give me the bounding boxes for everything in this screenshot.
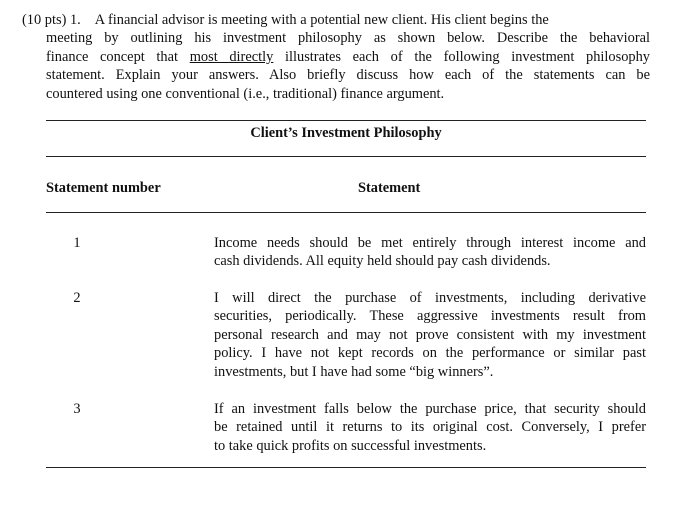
column-header-statement-number: Statement number	[46, 180, 161, 196]
question-points: (10 pts)	[22, 12, 67, 28]
table-top-rule	[46, 120, 646, 121]
table-title: Client’s Investment Philosophy	[250, 125, 442, 141]
statement-line: to take quick profits on successful investments.	[214, 437, 487, 454]
row-statement	[214, 400, 646, 455]
statement-line: investments, but I have had some “big winners”.	[214, 363, 494, 380]
statement-line: policy. I have not kept records on the performance or similar past	[214, 345, 646, 362]
statement-line: securities, periodically. These aggressive investments result from	[214, 308, 646, 325]
table-title-rule	[46, 156, 646, 157]
statement-line: Income needs should be met entirely through interest income and	[214, 235, 646, 251]
statement-line: personal research and may not prove consistent with my investment	[214, 326, 646, 343]
row-number: 2	[73, 290, 81, 306]
question-line-3-post: illustrates each of the following investment philosophy	[273, 48, 651, 65]
table-header-rule	[46, 212, 646, 213]
statement-line: be retained until it returns to its original cost. Conversely, I prefer	[214, 419, 646, 436]
question-line-1-text: A financial advisor is meeting with a potential new client. His client begins the	[94, 12, 549, 28]
question-line-3	[22, 48, 650, 66]
table-bottom-rule	[46, 467, 646, 468]
column-header-statement: Statement	[358, 180, 421, 196]
row-number: 3	[73, 401, 81, 417]
statement-line: I will direct the purchase of investments, including derivative	[214, 290, 646, 306]
row-statement	[214, 234, 646, 271]
question-line-5: countered using one conventional (i.e., traditional) finance argument.	[46, 85, 445, 102]
row-number: 1	[73, 235, 81, 251]
question-line-1	[22, 11, 650, 29]
question-prompt	[22, 11, 650, 103]
statement-line: If an investment falls below the purchase price, that security should	[214, 401, 646, 417]
question-line-3-pre: finance concept that	[46, 48, 190, 65]
question-line-4: statement. Explain your answers. Also briefly discuss how each of the statements can be	[46, 67, 650, 84]
question-number: 1.	[69, 12, 81, 28]
question-line-2: meeting by outlining his investment philosophy as shown below. Describe the behavioral	[46, 30, 650, 47]
statement-line: cash dividends. All equity held should pay cash dividends.	[214, 253, 551, 270]
emphasis-most-directly: most directly	[189, 48, 274, 65]
row-statement	[214, 289, 646, 381]
